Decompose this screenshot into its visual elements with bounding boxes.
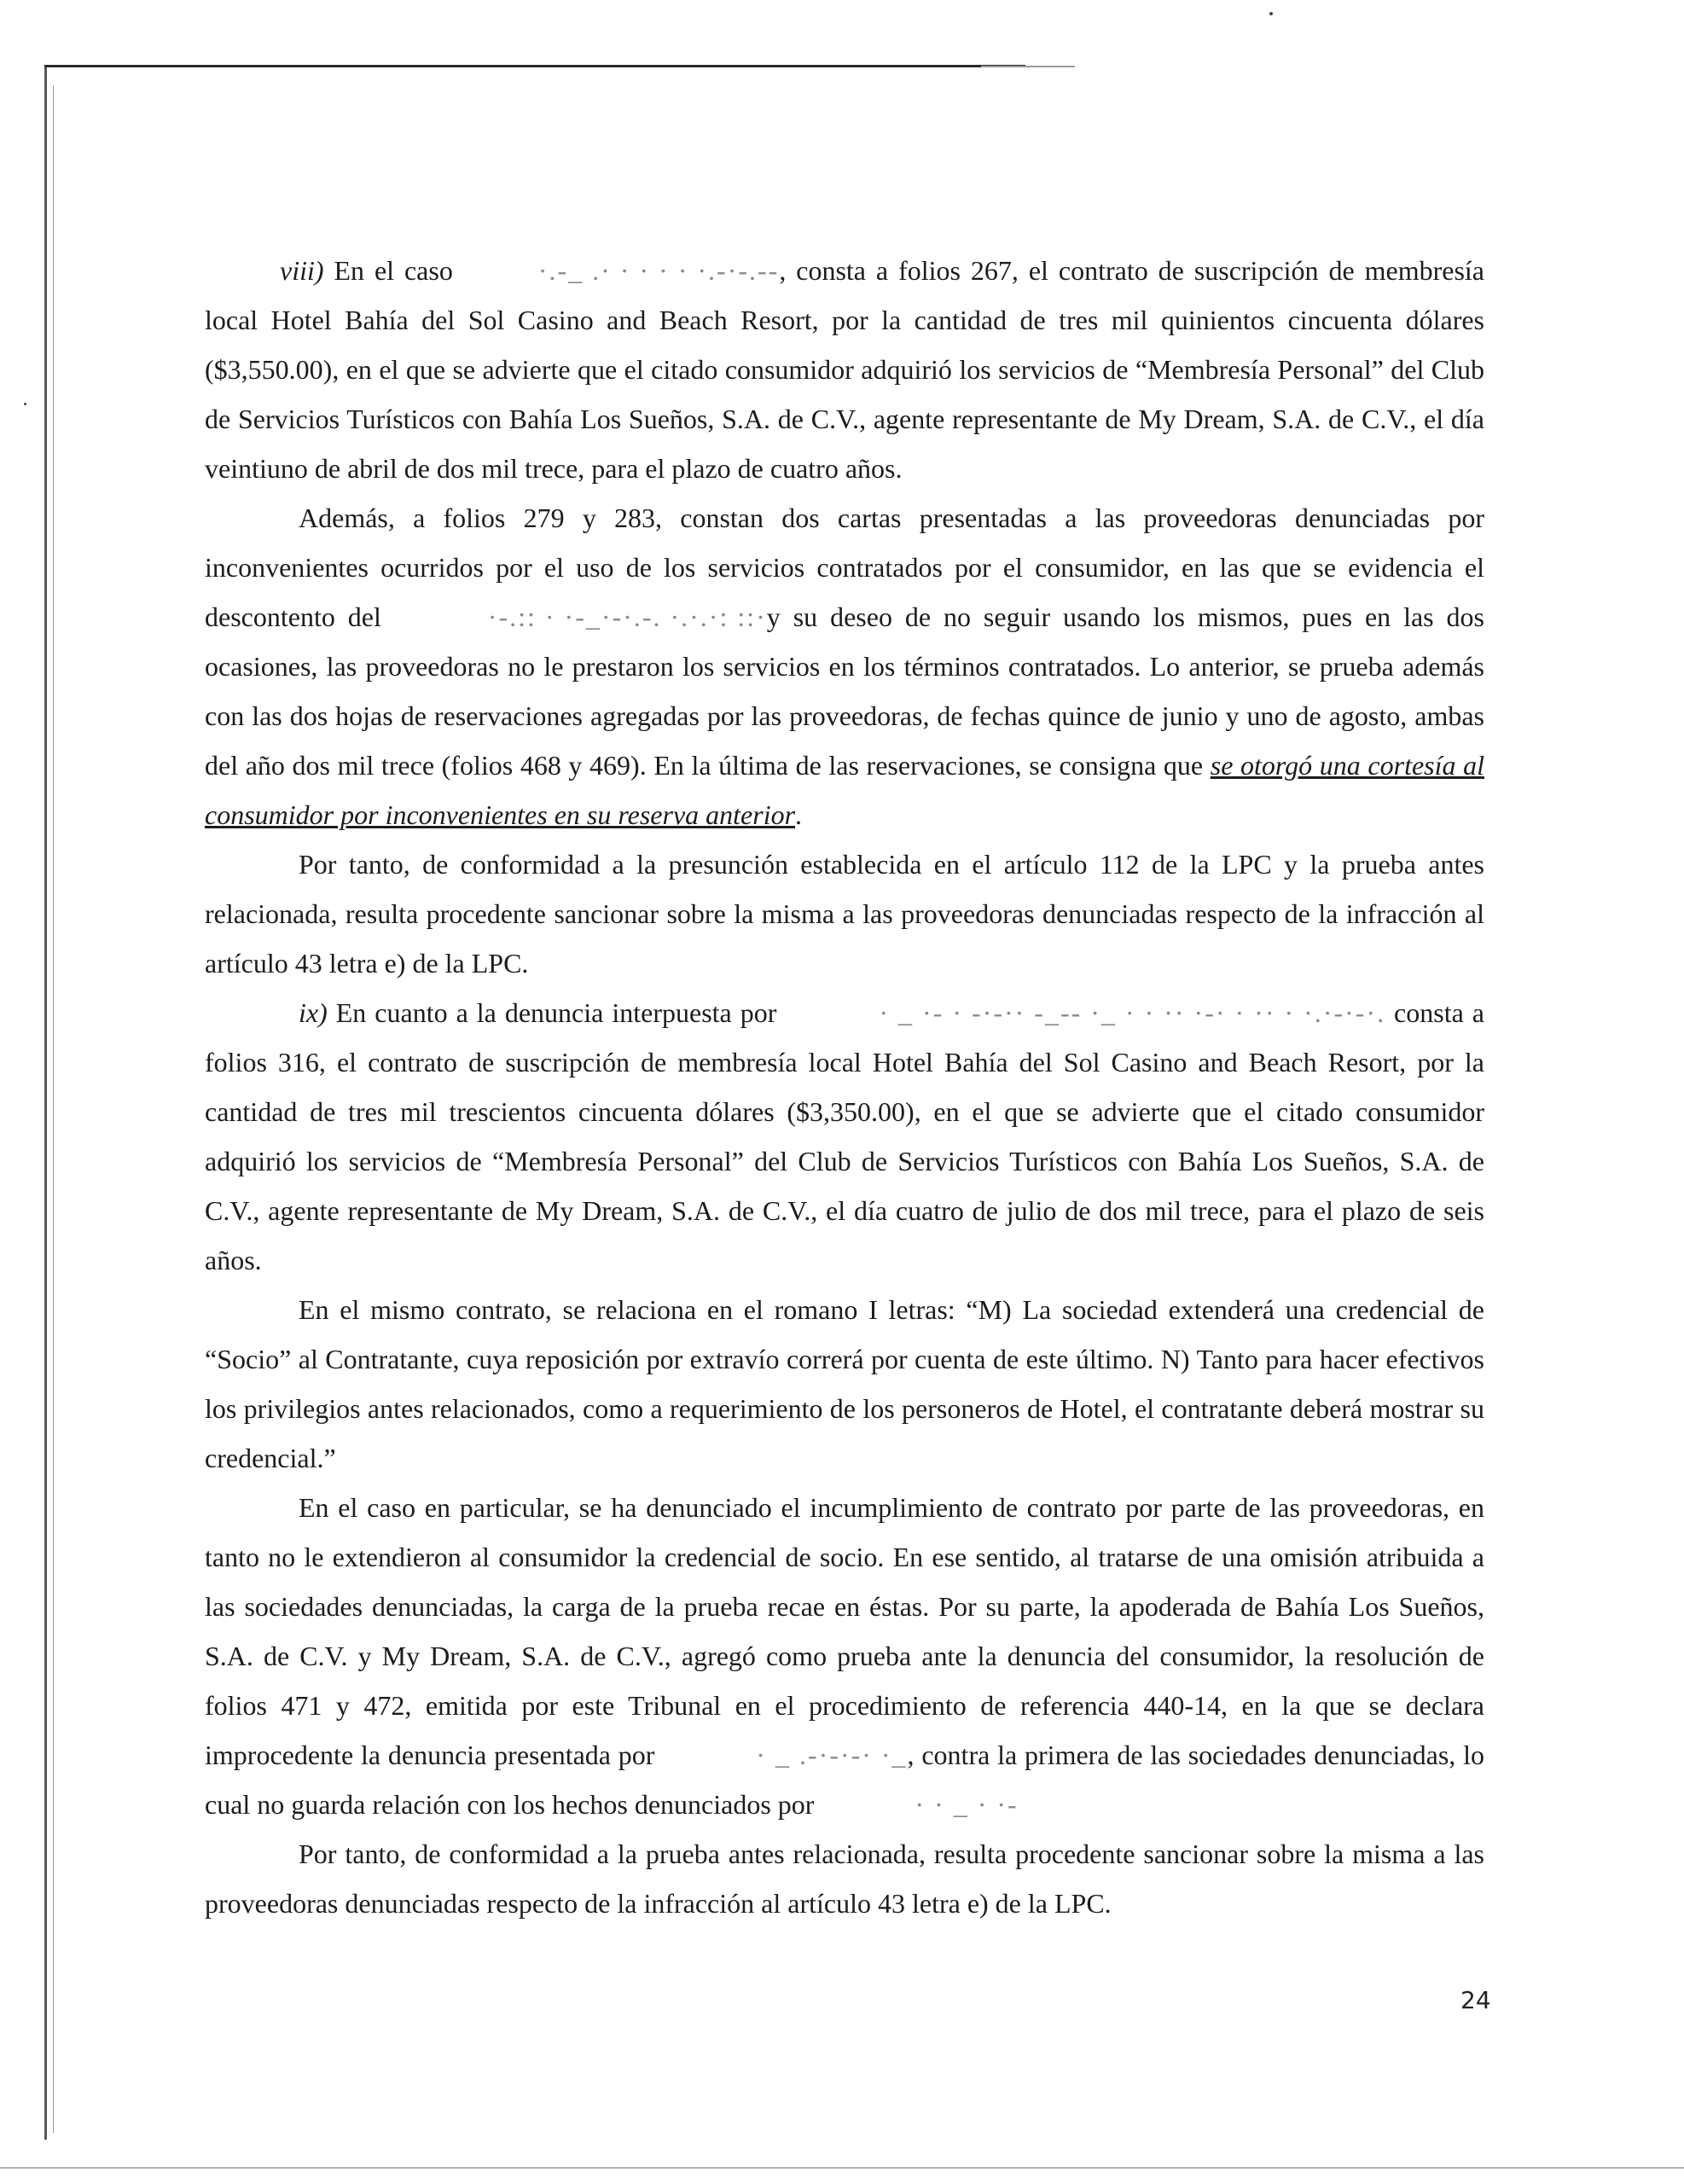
redacted-name: · · _ · ·- (915, 1789, 1019, 1820)
left-scan-edge-inner (53, 85, 54, 2133)
bottom-scan-rule (0, 2167, 1684, 2169)
underlined-quote: se otorgó una cortesía al consumidor por inconvenientes en su reserva anterior (205, 750, 1485, 830)
paragraph-text: En el caso (323, 255, 463, 286)
paragraph-por-tanto-2 (205, 1829, 1484, 1928)
document-body (205, 246, 1484, 1928)
top-scan-rule-faint (981, 66, 1075, 67)
paragraph-text: Por tanto, de conformidad a la prueba antes relacionada, resulta procedente sancionar sobre la misma a las proveedoras denunciadas respecto de la infracción al artículo 43 letra e) de la LPC. (205, 1838, 1484, 1919)
paragraph-text: En el mismo contrato, se relaciona en el romano I letras: “M) La sociedad extenderá una credencial de “Socio” al Contratante, cuya reposición por extravío correrá por cuenta de este último. N) Tanto para hacer efectivos los privilegios antes relacionados, como a requerimiento de los personeros de Hotel, el contratante deberá mostrar su credencial.” (205, 1294, 1484, 1473)
redacted-name: ·-.:: · ·-_·-·.-. ·.·.·: ::· (487, 601, 767, 632)
paragraph-text: , contra la primera de las sociedades denunciadas, lo cual no guarda relación con los hechos denunciados por (205, 1740, 1485, 1820)
top-scan-rule (44, 65, 1025, 67)
paragraph-text: , consta a folios 267, el contrato de suscripción de membresía local Hotel Bahía del Sol Casino and Beach Resort, por la cantidad de tres mil quinientos cincuenta dólares ($3,550.00), en el que se advierte que el citado consumidor adquirió los servicios de “Membresía Personal” del Club de Servicios Turísticos con Bahía Los Sueños, S.A. de C.V., agente representante de My Dream, S.A. de C.V., el día veintiuno de abril de dos mil trece, para el plazo de cuatro años. (205, 255, 1485, 484)
paragraph-mismo-contrato (205, 1285, 1484, 1483)
paragraph-ix (205, 988, 1484, 1285)
paragraph-viii (205, 246, 1484, 493)
scan-speck (1269, 12, 1273, 15)
paragraph-text: Además, a folios 279 y 283, constan dos cartas presentadas a las proveedoras denunciadas por inconvenientes ocurridos por el uso de los servicios contratados por el consumidor, en las que se evidencia el descontento del (205, 502, 1484, 632)
item-label: ix) (299, 997, 328, 1028)
redacted-name: · _ ·- · -·-·· -_-- ·_ · · ·· ·-· · ·· · ·.·-·-·. (879, 997, 1386, 1028)
redacted-name: ·.-_ .· · · · · ·.-·-.-- (537, 255, 780, 286)
left-scan-edge (44, 67, 47, 2140)
paragraph-por-tanto-1 (205, 839, 1484, 988)
paragraph-text: consta a folios 316, el contrato de suscripción de membresía local Hotel Bahía del Sol Casino and Beach Resort, por la cantidad de tres mil trescientos cincuenta dólares ($3,350.00), en el que se advierte que el citado consumidor adquirió los servicios de “Membresía Personal” del Club de Servicios Turísticos con Bahía Los Sueños, S.A. de C.V., agente representante de My Dream, S.A. de C.V., el día cuatro de julio de dos mil trece, para el plazo de seis años. (205, 997, 1484, 1275)
paragraph-text: y su deseo de no seguir usando los mismos, pues en las dos ocasiones, las proveedoras no le prestaron los servicios en los términos contratados. Lo anterior, se prueba además con las dos hojas de reservaciones agregadas por las proveedoras, de fechas quince de junio y uno de agosto, ambas del año dos mil trece (folios 468 y 469). En la última de las reservaciones, se consigna que (205, 601, 1485, 781)
paragraph-text: En el caso en particular, se ha denunciado el incumplimiento de contrato por parte de las proveedoras, en tanto no le extendieron al consumidor la credencial de socio. En ese sentido, al tratarse de una omisión atribuida a las sociedades denunciadas, la carga de la prueba recae en éstas. Por su parte, la apoderada de Bahía Los Sueños, S.A. de C.V. y My Dream, S.A. de C.V., agregó como prueba ante la denuncia del consumidor, la resolución de folios 471 y 472, emitida por este Tribunal en el procedimiento de referencia 440-14, en la que se declara improcedente la denuncia presentada por (205, 1492, 1484, 1770)
paragraph-text: En cuanto a la denuncia interpuesta por (327, 997, 786, 1028)
item-label: viii) (280, 255, 324, 286)
paragraph-text: . (795, 799, 803, 830)
paragraph-ademas (205, 493, 1484, 839)
paragraph-text: Por tanto, de conformidad a la presunción establecida en el artículo 112 de la LPC y la prueba antes relacionada, resulta procedente sancionar sobre la misma a las proveedoras denunciadas respecto de la infracción al artículo 43 letra e) de la LPC. (205, 849, 1484, 979)
page-number: 24 (1460, 1986, 1491, 2014)
paragraph-caso-particular (205, 1483, 1484, 1829)
redacted-name: · _ .-·-·-· ·_ (756, 1740, 908, 1770)
scan-speck (24, 403, 26, 405)
